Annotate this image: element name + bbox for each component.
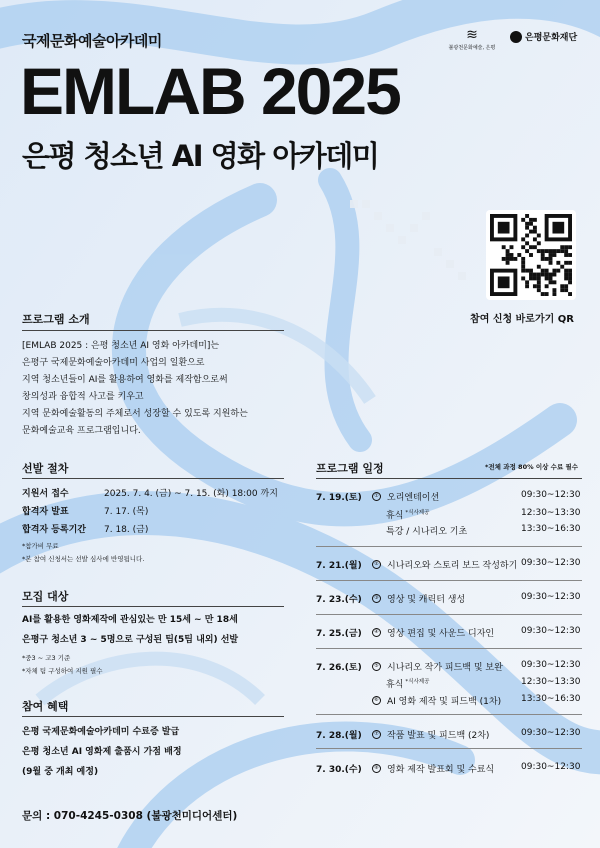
note-line: *본 참여 신청서는 선발 심사에 반영됩니다. — [22, 555, 145, 563]
schedule-item — [372, 728, 489, 741]
schedule-date: 7. 19.(토) — [316, 493, 362, 503]
session-time: 12:30~13:30 — [521, 677, 581, 687]
selection-notes — [22, 540, 144, 566]
note-line: *참가비 무료 — [22, 542, 59, 550]
session-label: 시나리오 작가 피드백 및 보완 — [387, 663, 503, 673]
divider — [22, 716, 284, 717]
schedule-item — [372, 592, 465, 605]
session-label: AI 영화 제작 및 피드백 (1차) — [387, 697, 502, 707]
main-title: EMLAB 2025 — [20, 54, 400, 128]
session-time: 13:30~16:30 — [521, 524, 581, 534]
schedule-note: *전체 과정 80% 이상 수료 필수 — [485, 463, 579, 471]
benefit-line: (9월 중 개최 예정) — [22, 767, 99, 777]
schedule-item — [386, 508, 429, 521]
divider — [316, 748, 582, 749]
benefit-line: 은평 국제문화예술아카데미 수료증 발급 — [22, 727, 180, 737]
schedule-date: 7. 28.(월) — [316, 731, 362, 741]
session-number-icon: ⑥ — [372, 696, 381, 705]
session-label: 시나리오와 스토리 보드 작성하기 — [387, 561, 518, 571]
logo-caption: 불광천문화예술, 은평 — [448, 45, 496, 51]
session-time: 13:30~16:30 — [521, 694, 581, 704]
session-label: 특강 / 시나리오 기초 — [386, 527, 468, 537]
session-number-icon: ⑧ — [372, 764, 381, 773]
divider — [316, 546, 582, 547]
note-line: *자체 팀 구성하여 지원 필수 — [22, 667, 103, 675]
session-number-icon: ③ — [372, 594, 381, 603]
selection-row — [22, 504, 148, 517]
divider — [22, 330, 284, 331]
intro-line: 문화예술교육 프로그램입니다. — [22, 426, 141, 436]
session-time: 09:30~12:30 — [521, 762, 581, 772]
session-number-icon: ⑤ — [372, 662, 381, 671]
target-line: 은평구 청소년 3 ~ 5명으로 구성된 팀(5팀 내외) 선발 — [22, 635, 239, 645]
qr-label: 참여 신청 바로가기 QR — [470, 314, 574, 325]
divider — [22, 478, 284, 479]
target-notes — [22, 652, 103, 678]
schedule-date: 7. 23.(수) — [316, 595, 362, 605]
session-time: 09:30~12:30 — [521, 558, 581, 568]
qr-code[interactable] — [486, 210, 576, 300]
schedule-item — [372, 660, 503, 673]
foundation-name: 은평문화재단 — [525, 33, 578, 43]
intro-line: 지역 청소년들이 AI를 활용하여 영화를 제작함으로써 — [22, 375, 228, 385]
schedule-date: 7. 25.(금) — [316, 629, 362, 639]
foundation-logo — [510, 30, 577, 43]
selection-heading: 선발 절차 — [22, 462, 69, 475]
session-number-icon: ① — [372, 492, 381, 501]
target-text — [22, 610, 238, 650]
session-time: 09:30~12:30 — [521, 660, 581, 670]
session-time: 09:30~12:30 — [521, 728, 581, 738]
row-key: 합격자 등록기간 — [22, 525, 86, 535]
session-number-icon: ② — [372, 560, 381, 569]
subtitle: 은평 청소년 AI 영화 아카데미 — [22, 139, 379, 173]
intro-heading: 프로그램 소개 — [22, 313, 90, 326]
contact-info: 문의 : 070-4245-0308 (불광천미디어센터) — [22, 810, 238, 822]
schedule-item — [372, 490, 439, 503]
target-heading: 모집 대상 — [22, 590, 69, 603]
schedule-item — [386, 677, 429, 690]
schedule-date: 7. 26.(토) — [316, 663, 362, 673]
session-label: 영상 및 캐릭터 생성 — [387, 595, 466, 605]
intro-line: 창의성과 융합적 사고를 키우고 — [22, 392, 144, 402]
divider — [22, 606, 284, 607]
benefits-text — [22, 722, 182, 782]
intro-line: 은평구 국제문화예술아카데미 사업의 일환으로 — [22, 358, 205, 368]
row-value: 2025. 7. 4. (금) ~ 7. 15. (화) 18:00 까지 — [104, 489, 278, 499]
session-time: 09:30~12:30 — [521, 490, 581, 500]
session-time: 09:30~12:30 — [521, 592, 581, 602]
session-label: 작품 발표 및 피드백 (2차) — [387, 731, 490, 741]
selection-row — [22, 486, 278, 499]
schedule-item — [372, 762, 494, 775]
benefit-line: 은평 청소년 AI 영화제 출품시 가점 배정 — [22, 747, 182, 757]
divider — [316, 648, 582, 649]
schedule-date: 7. 21.(월) — [316, 561, 362, 571]
session-sup: *식사제공 — [405, 679, 430, 685]
wave-icon: ≋ — [466, 27, 478, 43]
intro-line: [EMLAB 2025 : 은평 청소년 AI 영화 아카데미]는 — [22, 341, 220, 351]
row-value: 7. 17. (목) — [104, 507, 149, 517]
selection-row — [22, 522, 148, 535]
intro-line: 지역 문화예술활동의 주체로서 성장할 수 있도록 지원하는 — [22, 409, 248, 419]
session-sup: *식사제공 — [405, 510, 430, 516]
divider — [316, 580, 582, 581]
session-label: 휴식 — [386, 511, 404, 521]
divider — [316, 614, 582, 615]
intro-text — [22, 338, 322, 440]
schedule-date: 7. 30.(수) — [316, 765, 362, 775]
row-key: 합격자 발표 — [22, 507, 69, 517]
session-number-icon: ⑦ — [372, 730, 381, 739]
benefits-heading: 참여 혜택 — [22, 700, 69, 713]
target-line: AI를 활용한 영화제작에 관심있는 만 15세 ~ 만 18세 — [22, 615, 238, 625]
schedule-item — [372, 694, 501, 707]
schedule-heading: 프로그램 일정 — [316, 462, 384, 475]
divider — [316, 478, 582, 479]
session-label: 오리엔테이션 — [387, 493, 440, 503]
schedule-item — [372, 626, 494, 639]
schedule-item — [372, 558, 517, 571]
row-value: 7. 18. (금) — [104, 525, 149, 535]
qr-code-icon — [490, 214, 572, 296]
session-label: 휴식 — [386, 680, 404, 690]
session-time: 12:30~13:30 — [521, 508, 581, 518]
schedule-item — [386, 524, 467, 537]
note-line: *중3 ~ 고3 기준 — [22, 654, 71, 662]
session-number-icon: ④ — [372, 628, 381, 637]
session-label: 영화 제작 발표회 및 수료식 — [387, 765, 495, 775]
organizer-title: 국제문화예술아카데미 — [22, 32, 162, 50]
foundation-mark-icon — [510, 31, 522, 43]
session-time: 09:30~12:30 — [521, 626, 581, 636]
divider — [316, 714, 582, 715]
session-label: 영상 편집 및 사운드 디자인 — [387, 629, 495, 639]
row-key: 지원서 접수 — [22, 489, 69, 499]
bulgwangcheon-logo — [442, 28, 502, 51]
